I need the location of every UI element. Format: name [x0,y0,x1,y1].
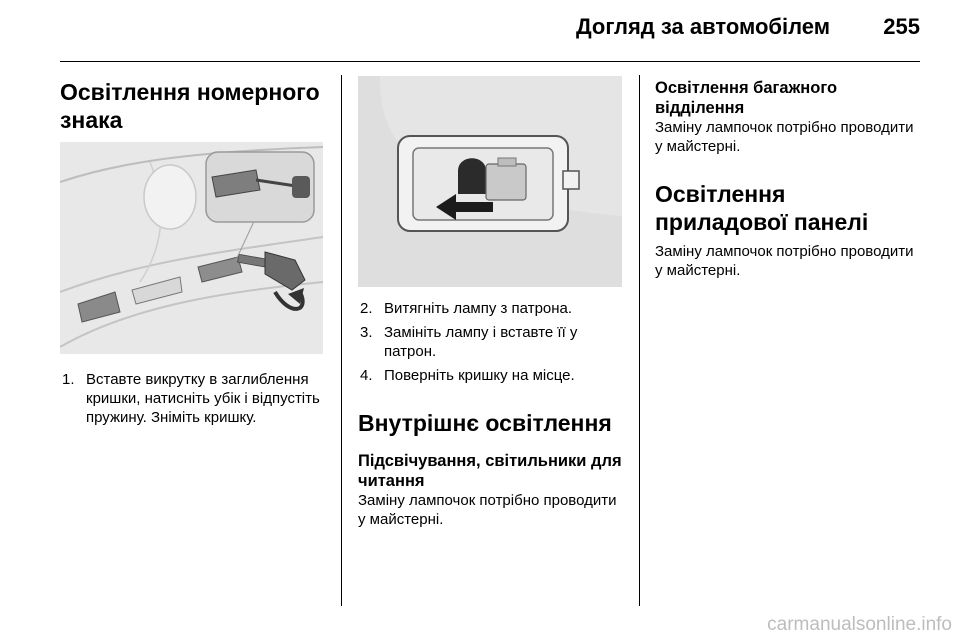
step-text: Вставте викрутку в заглиблення кришки, натисніть убік і відпустіть пружину. Зніміть кришку. [86,371,320,426]
subheading-reading-lights: Підсвічування, світильники для читання [358,452,622,490]
step-number: 4. [360,367,373,384]
column-3 [655,78,920,280]
section-title: Догляд за автомобілем [575,14,830,39]
subheading-trunk-lighting: Освітлення багажного відділення [655,79,838,117]
heading-instrument-panel-lighting: Освітлення приладової панелі [655,181,869,235]
heading-license-plate-lighting: Освітлення номерного знака [60,79,320,133]
steps-list-1 [60,370,330,427]
bulb-socket-illustration [358,76,622,287]
column-divider-1 [341,75,342,606]
body-text: Заміну лампочок потрібно проводити у майстерні. [655,119,914,155]
step-text: Поверніть кришку на місце. [384,367,575,384]
body-text: Заміну лампочок потрібно проводити у майстерні. [655,243,914,279]
steps-list-2 [358,299,623,385]
step-text: Замініть лампу і вставте її у патрон. [384,324,578,360]
step-number: 3. [360,324,373,341]
list-item [358,323,623,361]
body-text: Заміну лампочок потрібно проводити у майстерні. [358,492,617,528]
step-number: 2. [360,300,373,317]
step-text: Витягніть лампу з патрона. [384,300,573,317]
heading-interior-lighting: Внутрішнє освітлення [358,410,612,436]
column-2 [358,76,623,529]
column-divider-2 [639,75,640,606]
list-item [60,370,330,427]
list-item [358,366,623,385]
header-divider [60,61,920,62]
screwdriver-cover-illustration [60,142,323,354]
step-number: 1. [62,371,75,388]
column-1 [60,78,330,427]
list-item [358,299,623,318]
page-number: 255 [883,14,920,39]
watermark: carmanualsonline.info [767,614,952,635]
